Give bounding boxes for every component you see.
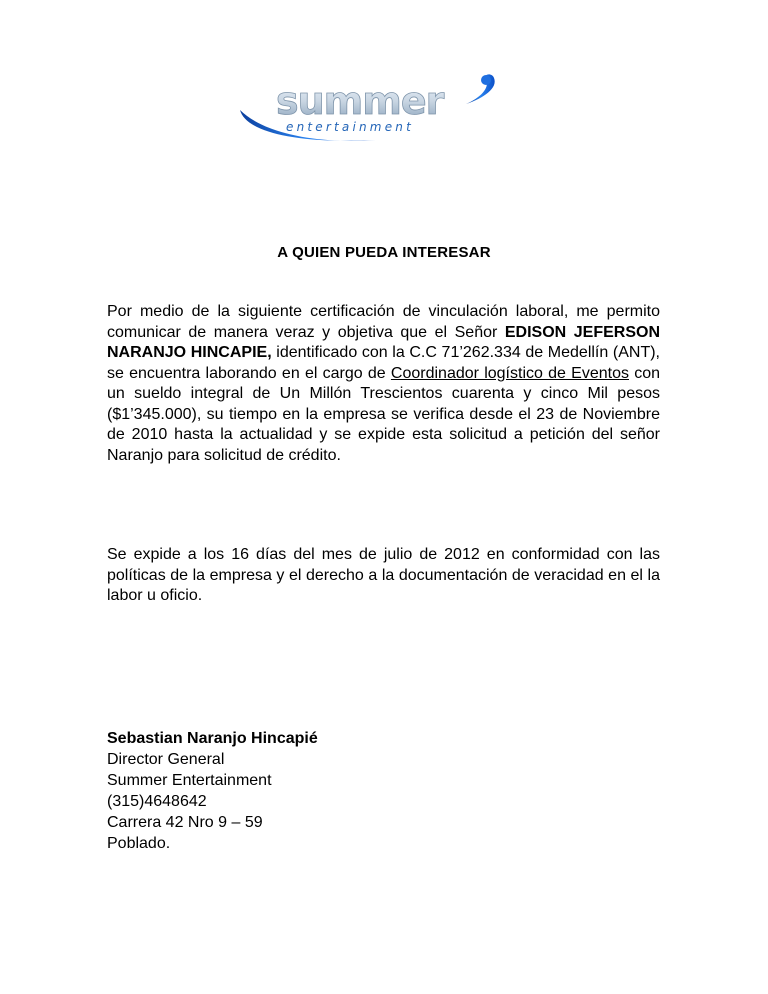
employee-name: EDISON JEFERSON NARANJO HINCAPIE, — [107, 323, 661, 361]
signer-address: Carrera 42 Nro 9 – 59 — [107, 814, 263, 831]
logo-tagline: entertainment — [286, 120, 414, 134]
job-position: Coordinador logístico de Eventos — [390, 364, 629, 382]
paragraph1-text-3: con un sueldo integral de Un Millón Trescientos cuarenta y cinco Mil pesos ($1’345.000), su tiempo en la empresa se verifica desde el 23 de Noviembre de 2010 hasta la actualidad y se expide esta solicitud a petición del señor Naranjo para solicitud de crédito. — [107, 364, 661, 464]
issue-paragraph: Se expide a los 16 días del mes de julio de 2012 en conformidad con las políticas de la empresa y el derecho a la documentación de veracidad en el la labor u oficio. — [107, 546, 660, 604]
signer-phone: (315)4648642 — [107, 793, 207, 810]
swoosh-dot-icon — [481, 75, 491, 85]
paragraph1-text-2: identificado con la C.C 71’262.334 de Medellín (ANT), se encuentra laborando en el cargo de — [107, 344, 661, 382]
paragraph1-text-1: Por medio de la siguiente certificación de vinculación laboral, me permito comunicar de manera veraz y objetiva que el Señor — [107, 303, 660, 341]
signer-city: Poblado. — [107, 835, 171, 852]
signature-block — [107, 728, 318, 854]
certification-paragraph — [107, 302, 660, 466]
signer-role: Director General — [107, 751, 225, 768]
company-logo — [236, 70, 506, 150]
signer-name: Sebastian Naranjo Hincapié — [107, 730, 318, 747]
page-title: A QUIEN PUEDA INTERESAR — [277, 244, 491, 261]
logo-word: summer — [276, 79, 444, 123]
summer-logo-icon — [236, 70, 506, 150]
signer-company: Summer Entertainment — [107, 772, 272, 789]
